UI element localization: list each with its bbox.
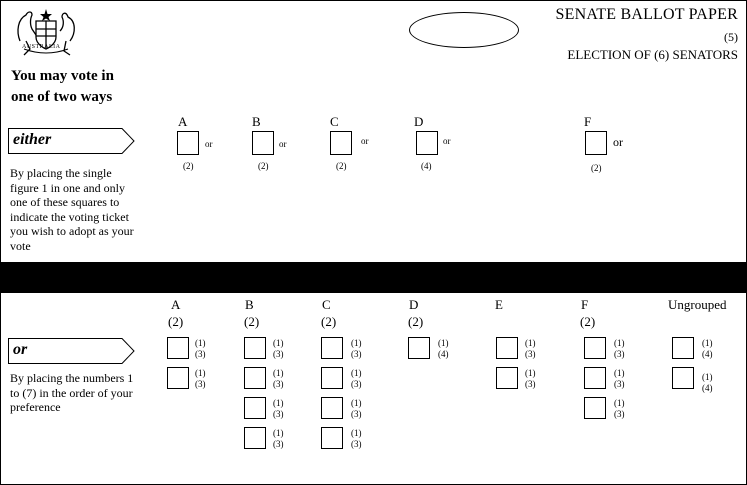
division-number: (5) (724, 30, 738, 44)
candidate-square[interactable] (244, 397, 266, 419)
above-line-square[interactable] (177, 131, 199, 155)
group-count: (2) (168, 314, 184, 329)
instruction-line: By placing the numbers 1 (10, 371, 134, 385)
group-count: (2) (591, 163, 602, 173)
group-label: E (495, 297, 503, 312)
candidate-numbers: (1) (3) (195, 338, 206, 359)
headline-line: You may vote in (11, 68, 114, 84)
candidate-numbers: (1) (3) (614, 398, 625, 419)
candidate-square[interactable] (584, 337, 606, 359)
group-count: (2) (336, 161, 347, 171)
group-count: (2) (183, 161, 194, 171)
either-tag (8, 128, 136, 154)
candidate-numbers: (1) (3) (273, 428, 284, 449)
above-line-instructions (10, 166, 134, 254)
group-count: (2) (580, 314, 596, 329)
group-label: F (581, 297, 589, 312)
candidate-square[interactable] (496, 337, 518, 359)
group-label: C (330, 114, 339, 129)
group-label: D (409, 297, 419, 312)
group-label: C (322, 297, 331, 312)
above-line-square[interactable] (416, 131, 438, 155)
candidate-square[interactable] (321, 337, 343, 359)
candidate-numbers: (1) (3) (273, 368, 284, 389)
group-label: A (171, 297, 181, 312)
or-label: or (443, 136, 451, 146)
candidate-numbers: (1) (4) (702, 338, 713, 359)
candidate-square[interactable] (167, 367, 189, 389)
group-label: Ungrouped (668, 297, 727, 312)
candidate-numbers: (1) (3) (273, 398, 284, 419)
or-label: or (361, 136, 369, 146)
candidate-square[interactable] (408, 337, 430, 359)
candidate-numbers: (1) (3) (351, 398, 362, 419)
instruction-line: to (7) in the order of your (10, 385, 133, 400)
candidate-numbers: (1) (3) (525, 368, 536, 389)
group-label: B (252, 114, 261, 129)
candidate-square[interactable] (244, 367, 266, 389)
candidate-numbers: (1) (3) (614, 338, 625, 359)
ballot-number-oval (409, 12, 519, 48)
instruction-line: By placing the single (10, 166, 112, 180)
candidate-numbers: (1) (3) (351, 338, 362, 359)
instruction-line: vote (10, 238, 31, 253)
coat-of-arms-icon (10, 5, 82, 60)
group-count: (2) (321, 314, 337, 329)
candidate-numbers: (1) (3) (525, 338, 536, 359)
below-line-instructions (10, 371, 133, 415)
or-label: or (205, 139, 213, 149)
candidate-numbers: (1) (3) (273, 338, 284, 359)
instruction-line: figure 1 in one and only (10, 180, 125, 195)
candidate-numbers: (1) (3) (614, 368, 625, 389)
dividing-line (1, 262, 746, 293)
candidate-square[interactable] (672, 367, 694, 389)
either-label: either (13, 131, 52, 148)
headline-line: one of two ways (11, 89, 113, 105)
above-line-square[interactable] (585, 131, 607, 155)
candidate-numbers: (1) (4) (702, 372, 713, 393)
voting-headline (11, 66, 114, 108)
candidate-square[interactable] (584, 367, 606, 389)
or-label: or (279, 139, 287, 149)
candidate-square[interactable] (244, 427, 266, 449)
or-tag (8, 338, 136, 364)
candidate-square[interactable] (321, 427, 343, 449)
group-count: (2) (244, 314, 260, 329)
candidate-numbers: (1) (3) (351, 368, 362, 389)
ballot-title: SENATE BALLOT PAPER (555, 6, 738, 23)
candidate-square[interactable] (167, 337, 189, 359)
group-count: (4) (421, 161, 432, 171)
candidate-numbers: (1) (3) (351, 428, 362, 449)
or-label: or (613, 135, 623, 149)
group-label: B (245, 297, 254, 312)
candidate-square[interactable] (584, 397, 606, 419)
instruction-line: preference (10, 400, 61, 415)
election-heading: ELECTION OF (6) SENATORS (567, 47, 738, 62)
candidate-square[interactable] (496, 367, 518, 389)
or-tag-label: or (13, 341, 28, 358)
candidate-numbers: (1) (3) (195, 368, 206, 389)
group-count: (2) (258, 161, 269, 171)
group-label: A (178, 114, 188, 129)
candidate-square[interactable] (244, 337, 266, 359)
above-line-square[interactable] (252, 131, 274, 155)
above-line-square[interactable] (330, 131, 352, 155)
candidate-numbers: (1) (4) (438, 338, 449, 359)
instruction-line: one of these squares to (10, 195, 120, 210)
instruction-line: indicate the voting ticket (10, 209, 129, 224)
group-label: F (584, 114, 592, 129)
group-label: D (414, 114, 424, 129)
group-count: (2) (408, 314, 424, 329)
instruction-line: you wish to adopt as your (10, 224, 134, 239)
candidate-square[interactable] (321, 397, 343, 419)
candidate-square[interactable] (672, 337, 694, 359)
crest-ribbon-text: AUSTRALIA (22, 44, 61, 50)
candidate-square[interactable] (321, 367, 343, 389)
